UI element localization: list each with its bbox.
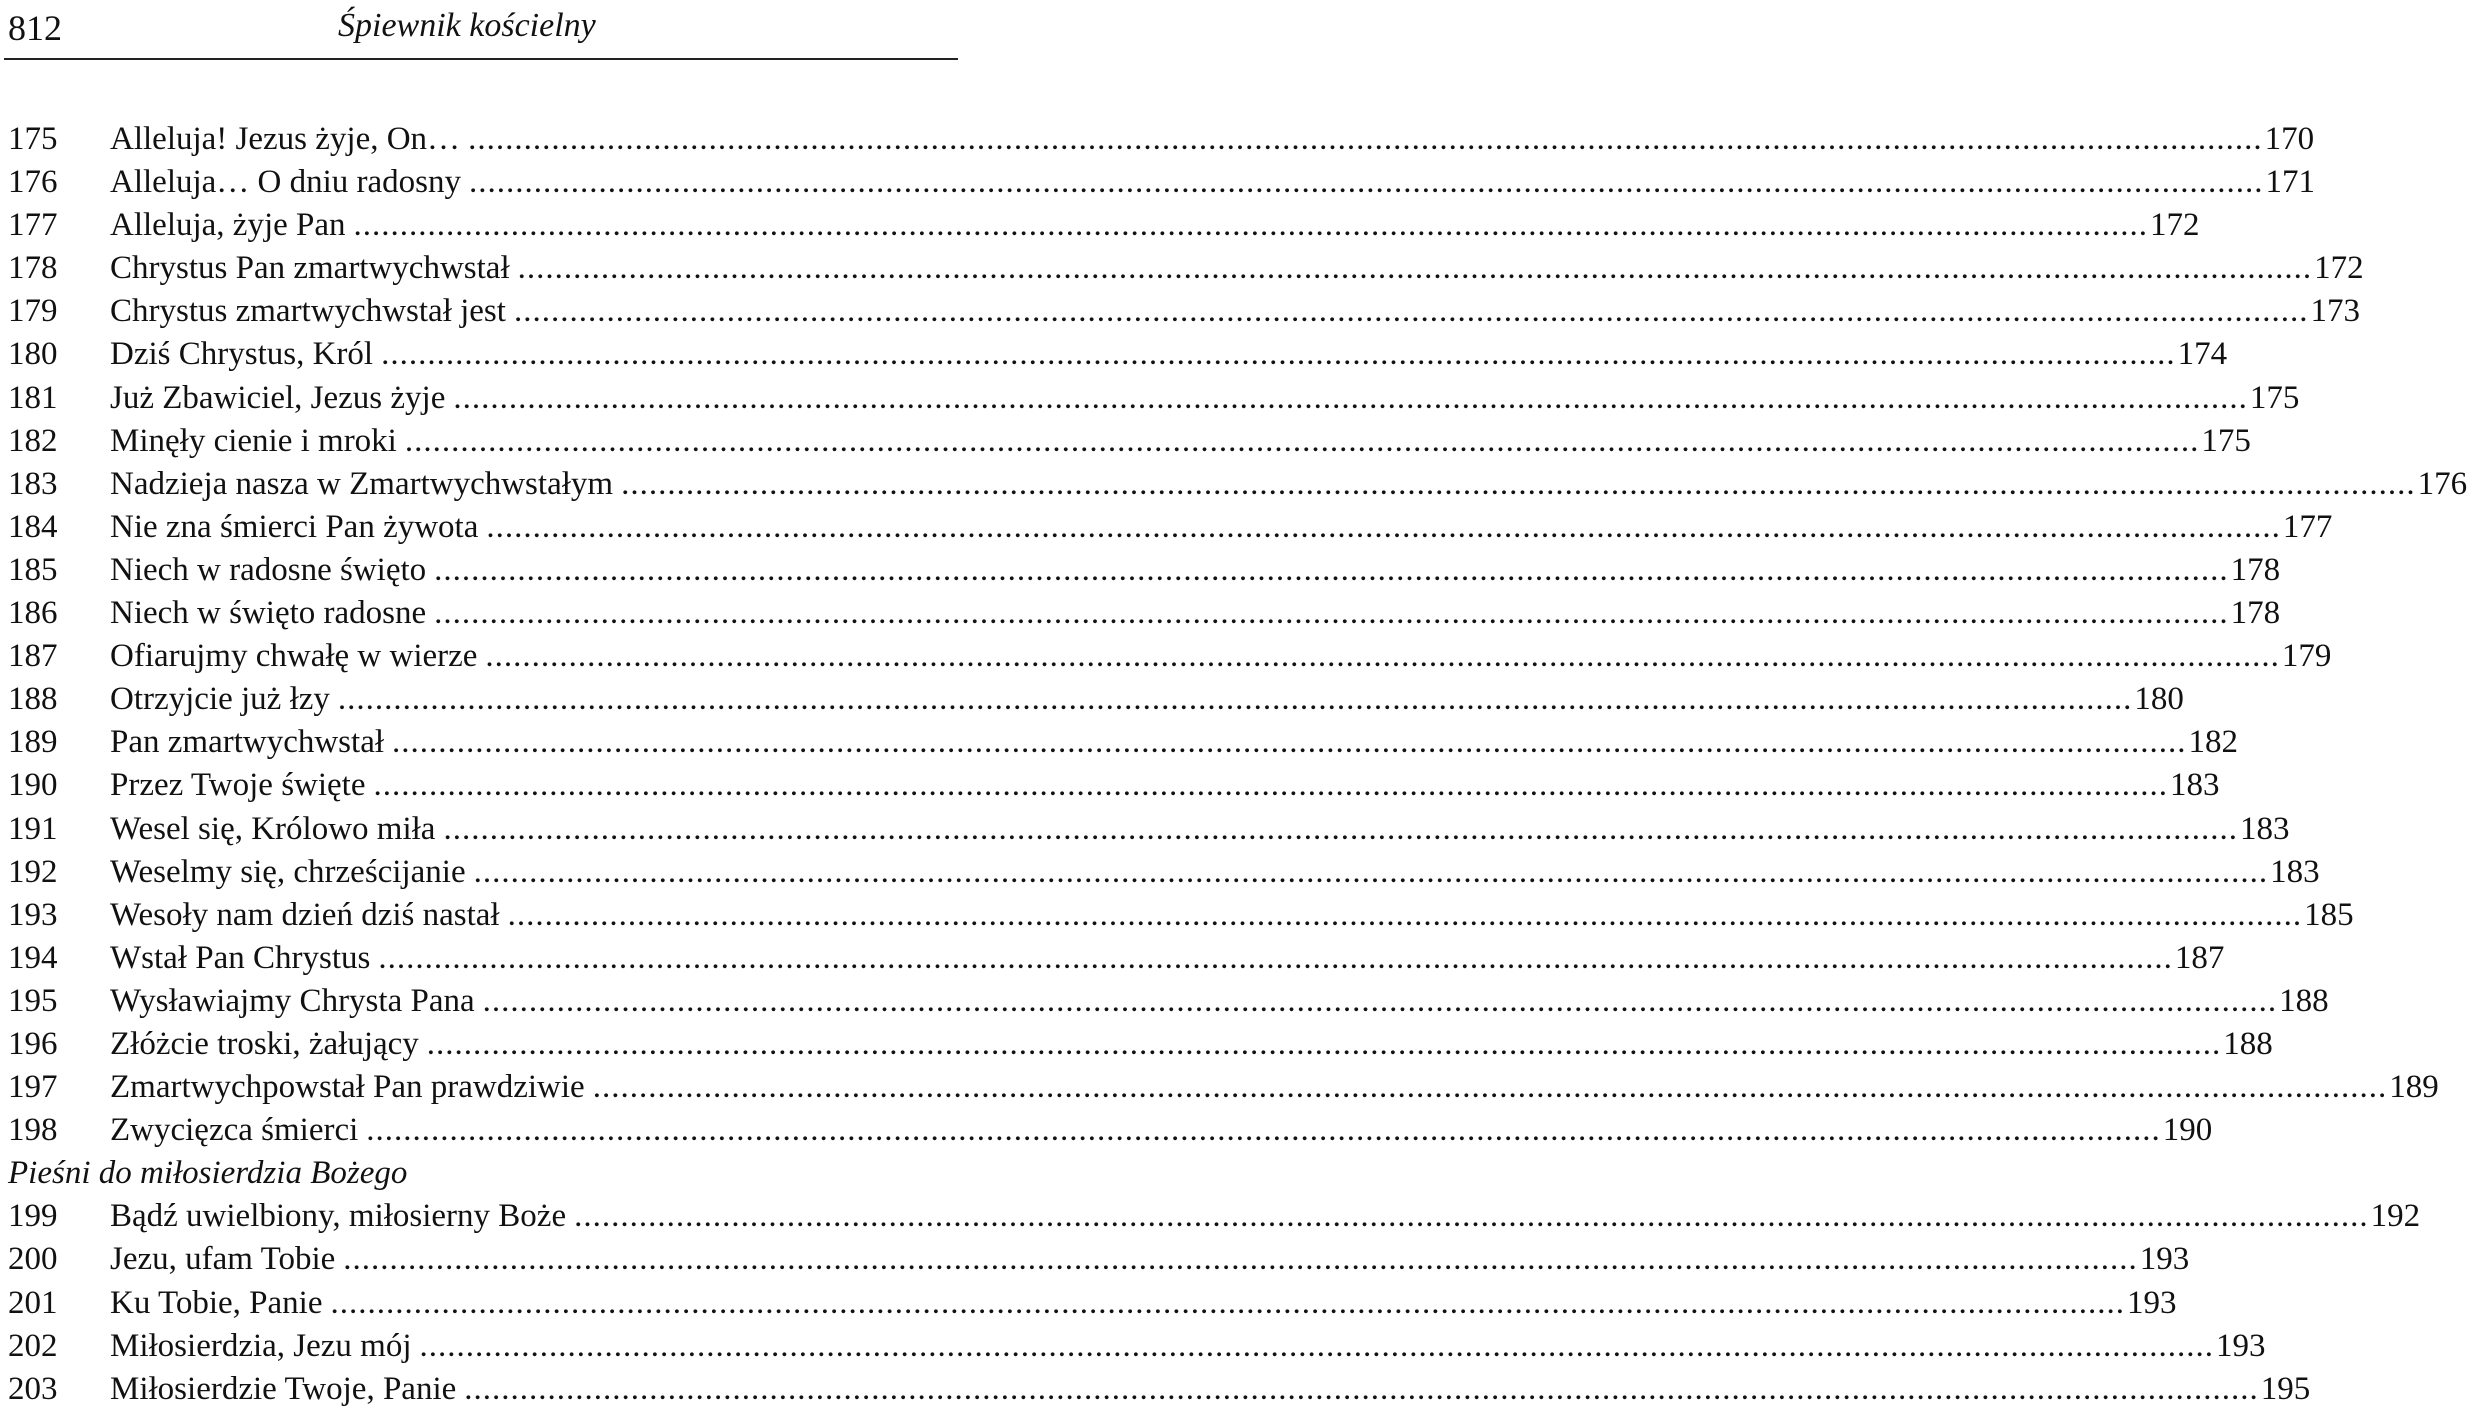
entry-title: Wysławiajmy Chrysta Pana (110, 982, 475, 1019)
toc-entry (8, 1368, 2311, 1411)
toc-entry (8, 204, 2200, 247)
entry-page: 188 (2279, 982, 2329, 1019)
dot-leader (434, 549, 2229, 592)
toc-entry (8, 592, 2281, 635)
toc-list-easter (8, 118, 2467, 1152)
entry-number: 202 (8, 1327, 58, 1364)
entry-number: 195 (8, 982, 58, 1019)
entry-page: 190 (2162, 1112, 2213, 1149)
entry-title: Miłosierdzia, Jezu mój (110, 1327, 412, 1364)
toc-entry (8, 506, 2333, 549)
entry-page: 185 (2304, 896, 2354, 933)
dot-leader (338, 678, 2133, 721)
entry-page: 183 (2239, 810, 2290, 847)
dot-leader (443, 808, 2238, 851)
dot-leader (366, 1109, 2161, 1152)
entry-page: 174 (2177, 336, 2228, 373)
entry-number: 199 (8, 1198, 58, 1235)
toc-entry (8, 635, 2332, 678)
entry-number: 197 (8, 1069, 58, 1106)
entry-title: Miłosierdzie Twoje, Panie (110, 1370, 457, 1407)
entry-page: 178 (2230, 551, 2281, 588)
entry-number: 187 (8, 638, 58, 675)
dot-leader (514, 290, 2309, 333)
entry-number: 188 (8, 681, 58, 718)
entry-title: Wstał Pan Chrystus (110, 939, 371, 976)
entry-title: Chrystus Pan zmartwychwstał (110, 250, 510, 287)
entry-number: 194 (8, 939, 58, 976)
entry-page: 178 (2230, 595, 2281, 632)
entry-title: Zwycięzca śmierci (110, 1112, 359, 1149)
running-title: Śpiewnik kościelny (338, 7, 596, 44)
entry-page: 171 (2265, 164, 2316, 201)
entry-title: Niech w radosne święto (110, 551, 427, 588)
entry-page: 193 (2126, 1284, 2177, 1321)
entry-number: 181 (8, 379, 58, 416)
entry-page: 177 (2282, 508, 2333, 545)
toc-entry (8, 851, 2320, 894)
toc-entry (8, 678, 2184, 721)
dot-leader (374, 764, 2169, 807)
entry-title: Alleluja! Jezus żyje, On… (110, 121, 461, 157)
entry-number: 185 (8, 551, 58, 588)
dot-leader (420, 1325, 2215, 1368)
toc-entry (8, 247, 2364, 290)
entry-title: Nadzieja nasza w Zmartwychwstałym (110, 465, 614, 502)
dot-leader (453, 377, 2248, 420)
entry-number: 182 (8, 422, 58, 459)
entry-page: 189 (2389, 1069, 2439, 1106)
entry-title: Już Zbawiciel, Jezus żyje (110, 379, 446, 416)
entry-title: Jezu, ufam Tobie (110, 1241, 336, 1278)
dot-leader (392, 721, 2187, 764)
toc-entry (8, 808, 2290, 851)
entry-title: Niech w święto radosne (110, 595, 427, 632)
dot-leader (330, 1282, 2125, 1325)
entry-number: 176 (8, 164, 58, 201)
entry-number: 191 (8, 810, 58, 847)
entry-title: Pan zmartwychwstał (110, 724, 385, 761)
entry-page: 188 (2223, 1025, 2273, 1062)
entry-number: 192 (8, 853, 58, 890)
page-number: 812 (8, 8, 62, 48)
entry-page: 192 (2370, 1198, 2421, 1235)
entry-number: 193 (8, 896, 58, 933)
dot-leader (378, 937, 2173, 980)
dot-leader (486, 506, 2281, 549)
entry-title: Weselmy się, chrześcijanie (110, 853, 466, 890)
dot-leader (485, 635, 2280, 678)
dot-leader (574, 1195, 2369, 1238)
entry-number: 201 (8, 1284, 58, 1321)
entry-page: 179 (2281, 638, 2332, 675)
entry-page: 172 (2150, 207, 2200, 244)
entry-title: Ofiarujmy chwałę w wierze (110, 638, 478, 675)
entry-page: 187 (2174, 939, 2225, 976)
entry-number: 177 (8, 207, 58, 244)
entry-page: 193 (2139, 1241, 2190, 1278)
entry-page: 176 (2417, 465, 2467, 502)
toc-entry (8, 463, 2467, 506)
entry-title: Ku Tobie, Panie (110, 1284, 323, 1321)
entry-title: Minęły cienie i mroki (110, 422, 397, 459)
entry-title: Bądź uwielbiony, miłosierny Boże (110, 1198, 567, 1235)
dot-leader (474, 851, 2269, 894)
dot-leader (405, 420, 2200, 463)
entry-page: 172 (2314, 250, 2364, 287)
section-heading: Pieśni do miłosierdzia Bożego (8, 1155, 408, 1192)
toc-entry (8, 1195, 2421, 1238)
entry-title: Nie zna śmierci Pan żywota (110, 508, 479, 545)
toc-list-mercy (8, 1195, 2421, 1410)
dot-leader (427, 1023, 2222, 1066)
toc-entry (8, 764, 2220, 807)
toc-entry (8, 420, 2251, 463)
entry-page: 182 (2188, 724, 2239, 761)
entry-number: 190 (8, 767, 58, 804)
dot-leader (593, 1066, 2388, 1109)
entry-title: Wesoły nam dzień dziś nastał (110, 896, 500, 933)
entry-number: 200 (8, 1241, 58, 1278)
toc-entry (8, 721, 2239, 764)
entry-title: Zmartwychpowstał Pan prawdziwie (110, 1069, 585, 1106)
dot-leader (469, 161, 2264, 204)
entry-title: Alleluja… O dniu radosny (110, 164, 462, 201)
entry-number: 175 (8, 121, 58, 157)
toc-entry (8, 290, 2360, 333)
entry-page: 180 (2134, 681, 2184, 718)
dot-leader (343, 1238, 2138, 1281)
entry-title: Przez Twoje święte (110, 767, 366, 804)
toc-entry (8, 377, 2300, 420)
toc-entry (8, 1066, 2439, 1109)
toc-entry (8, 1325, 2266, 1368)
entry-number: 189 (8, 724, 58, 761)
entry-number: 178 (8, 250, 58, 287)
entry-page: 175 (2201, 422, 2251, 459)
dot-leader (483, 980, 2278, 1023)
dot-leader (468, 118, 2263, 161)
entry-title: Złóżcie troski, żałujący (110, 1025, 419, 1062)
entry-page: 183 (2170, 767, 2220, 804)
entry-title: Chrystus zmartwychwstał jest (110, 293, 506, 330)
page-header (0, 0, 960, 60)
entry-page: 195 (2260, 1370, 2311, 1407)
entry-number: 184 (8, 508, 58, 545)
dot-leader (518, 247, 2313, 290)
toc-entry (8, 549, 2281, 592)
entry-title: Dziś Chrystus, Król (110, 336, 374, 373)
entry-number: 180 (8, 336, 58, 373)
table-of-contents (8, 118, 2467, 1411)
entry-title: Wesel się, Królowo miła (110, 810, 436, 847)
toc-entry (8, 1238, 2190, 1281)
entry-number: 196 (8, 1025, 58, 1062)
entry-number: 179 (8, 293, 58, 330)
entry-number: 186 (8, 595, 58, 632)
toc-entry (8, 1023, 2273, 1066)
dot-leader (434, 592, 2229, 635)
dot-leader (621, 463, 2416, 506)
dot-leader (508, 894, 2303, 937)
entry-number: 198 (8, 1112, 58, 1149)
toc-entry (8, 894, 2354, 937)
toc-entry (8, 980, 2329, 1023)
dot-leader (381, 333, 2176, 376)
toc-entry (8, 937, 2225, 980)
dot-leader (464, 1368, 2259, 1411)
entry-number: 203 (8, 1370, 58, 1407)
toc-entry (8, 118, 2315, 161)
entry-page: 173 (2310, 293, 2360, 330)
toc-entry (8, 1282, 2177, 1325)
entry-title: Otrzyjcie już łzy (110, 681, 330, 718)
toc-entry (8, 161, 2316, 204)
entry-number: 183 (8, 465, 58, 502)
entry-page: 175 (2249, 379, 2300, 416)
entry-page: 183 (2270, 853, 2320, 890)
entry-page: 193 (2216, 1327, 2266, 1364)
header-rule (4, 58, 958, 60)
dot-leader (354, 204, 2149, 247)
toc-entry (8, 1109, 2213, 1152)
toc-entry (8, 333, 2228, 376)
entry-title: Alleluja, żyje Pan (110, 207, 346, 244)
entry-page: 170 (2264, 121, 2315, 157)
